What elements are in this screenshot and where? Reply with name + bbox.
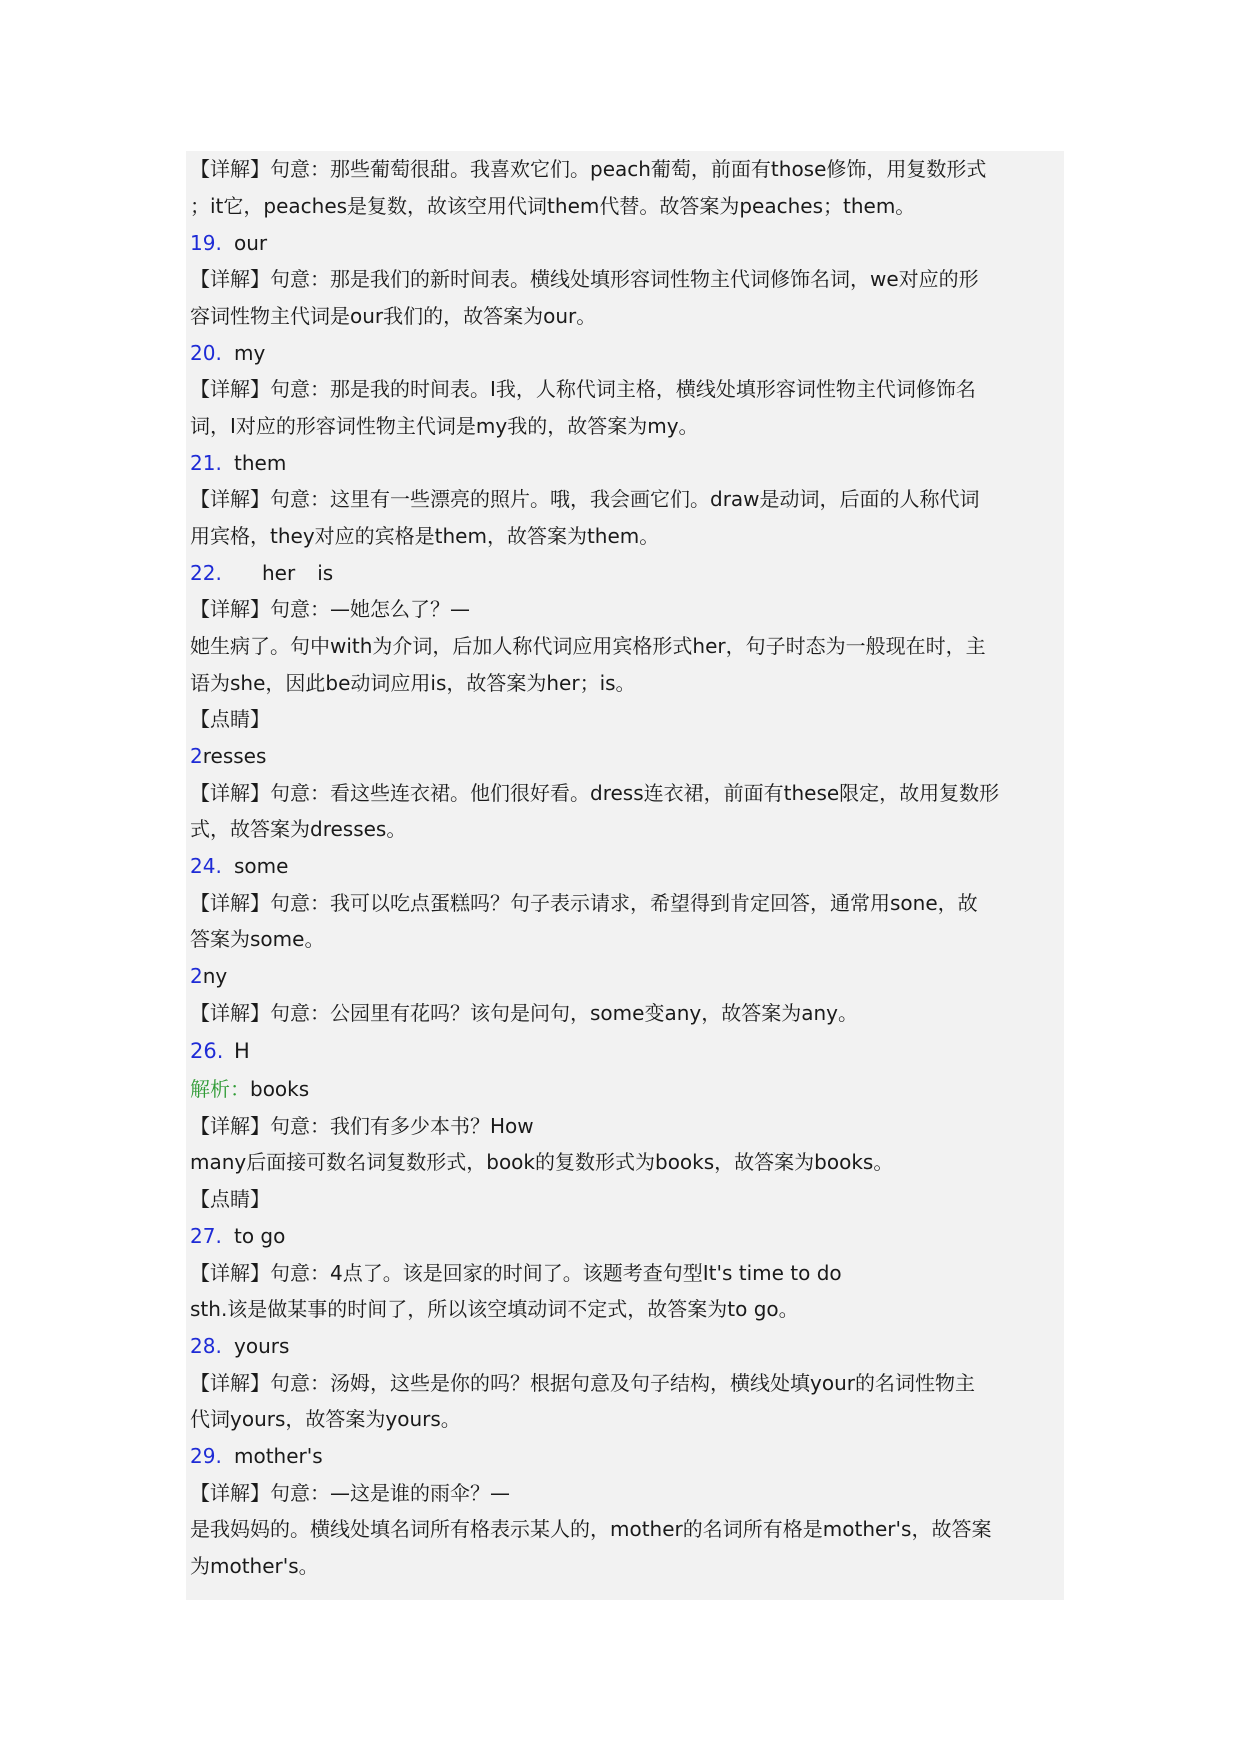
question-answer-line xyxy=(190,848,288,885)
question-number-fragment: 2 xyxy=(190,964,203,988)
answer-text: them xyxy=(234,451,287,475)
answer-text: ny xyxy=(202,964,228,988)
answer-text: books xyxy=(250,1077,310,1101)
explanation-text: 【详解】句意：这里有一些漂亮的照片。哦，我会画它们。draw是动词，后面的人称代词 xyxy=(190,487,980,511)
explanation-text: 【详解】句意：汤姆，这些是你的吗？根据句意及句子结构，横线处填your的名词性物主 xyxy=(190,1371,975,1395)
explanation-text: 为mother's。 xyxy=(190,1554,319,1578)
answer-text: mother's xyxy=(234,1444,323,1468)
explanation-text: 【详解】句意：那些葡萄很甜。我喜欢它们。peach葡萄，前面有those修饰，用复数形式 xyxy=(190,157,987,181)
question-number: 27. xyxy=(190,1224,222,1248)
explanation-line xyxy=(190,408,699,445)
question-answer-line xyxy=(190,738,266,775)
answer-text: H xyxy=(234,1039,250,1063)
explanation-line xyxy=(190,811,406,848)
answer-text: resses xyxy=(202,744,267,768)
explanation-text: 【详解】句意：我们有多少本书？How xyxy=(190,1114,534,1138)
explanation-line xyxy=(190,995,858,1032)
answer-text: my xyxy=(234,341,266,365)
explanation-line xyxy=(190,518,659,555)
heading-text: 【点睛】 xyxy=(190,707,270,731)
question-answer-line xyxy=(190,1218,285,1255)
explanation-line xyxy=(190,1475,510,1512)
explanation-text: 【详解】句意：那是我们的新时间表。横线处填形容词性物主代词修饰名词，we对应的形 xyxy=(190,267,979,291)
question-number: 19. xyxy=(190,231,222,255)
answer-text: yours xyxy=(234,1334,290,1358)
explanation-text: 式，故答案为dresses。 xyxy=(190,817,407,841)
explanation-line xyxy=(190,261,979,298)
question-answer-line xyxy=(190,555,333,592)
answer-text: is xyxy=(317,561,334,585)
question-number: 20. xyxy=(190,341,222,365)
analysis-label: 解析： xyxy=(190,1077,250,1101)
answer-text: some xyxy=(234,854,289,878)
question-number: 29. xyxy=(190,1444,222,1468)
explanation-text: 【详解】句意：我可以吃点蛋糕吗？句子表示请求，希望得到肯定回答，通常用sone，故 xyxy=(190,891,978,915)
question-number: 24. xyxy=(190,854,222,878)
answer-text: to go xyxy=(234,1224,286,1248)
question-number: 21. xyxy=(190,451,222,475)
question-answer-line xyxy=(190,1033,250,1070)
explanation-line xyxy=(190,298,596,335)
question-answer-line xyxy=(190,958,227,995)
question-number: 22. xyxy=(190,561,222,585)
question-answer-line xyxy=(190,1438,323,1475)
question-answer-line xyxy=(190,445,286,482)
analysis-line xyxy=(190,1071,309,1108)
explanation-text: 容词性物主代词是our我们的，故答案为our。 xyxy=(190,304,597,328)
explanation-line xyxy=(190,921,324,958)
explanation-line xyxy=(190,1255,842,1292)
question-number: 26. xyxy=(190,1039,224,1063)
explanation-text: 答案为some。 xyxy=(190,927,325,951)
explanation-line xyxy=(190,371,976,408)
explanation-line xyxy=(190,1108,534,1145)
explanation-text: 【详解】句意：—她怎么了？— xyxy=(190,597,470,621)
explanation-line xyxy=(190,151,986,188)
explanation-text: 【详解】句意：—这是谁的雨伞？— xyxy=(190,1481,510,1505)
question-number: 28. xyxy=(190,1334,222,1358)
explanation-text: 【详解】句意：公园里有花吗？该句是问句，some变any，故答案为any。 xyxy=(190,1001,858,1025)
answer-explanation-panel xyxy=(186,151,1064,1600)
explanation-line xyxy=(190,665,636,702)
explanation-text: 【详解】句意：看这些连衣裙。他们很好看。dress连衣裙，前面有these限定，故用复数形 xyxy=(190,781,1000,805)
explanation-line xyxy=(190,1365,975,1402)
explanation-line xyxy=(190,1511,991,1548)
explanation-text: sth.该是做某事的时间了，所以该空填动词不定式，故答案为to go。 xyxy=(190,1297,799,1321)
heading-text: 【点睛】 xyxy=(190,1187,270,1211)
answer-text: our xyxy=(234,231,268,255)
question-number-fragment: 2 xyxy=(190,744,203,768)
explanation-text: 【详解】句意：4点了。该是回家的时间了。该题考查句型It's time to do xyxy=(190,1261,842,1285)
explanation-line xyxy=(190,775,999,812)
explanation-text: 用宾格，they对应的宾格是them，故答案为them。 xyxy=(190,524,660,548)
explanation-line xyxy=(190,1144,893,1181)
explanation-text: 代词yours，故答案为yours。 xyxy=(190,1407,461,1431)
question-answer-line xyxy=(190,335,265,372)
explanation-text: 她生病了。句中with为介词，后加人称代词应用宾格形式her，句子时态为一般现在时，主 xyxy=(190,634,986,658)
explanation-text: many后面接可数名词复数形式，book的复数形式为books，故答案为books。 xyxy=(190,1150,894,1174)
explanation-line xyxy=(190,628,986,665)
explanation-text: ；it它，peaches是复数，故该空用代词them代替。故答案为peaches；them。 xyxy=(190,194,916,218)
explanation-line xyxy=(190,188,915,225)
explanation-line xyxy=(190,1548,319,1585)
explanation-text: 词，I对应的形容词性物主代词是my我的，故答案为my。 xyxy=(190,414,699,438)
explanation-line xyxy=(190,481,980,518)
answer-text: her xyxy=(262,561,296,585)
explanation-line xyxy=(190,885,978,922)
explanation-text: 语为she，因此be动词应用is，故答案为her；is。 xyxy=(190,671,636,695)
explanation-line xyxy=(190,591,470,628)
explanation-text: 【详解】句意：那是我的时间表。I我，人称代词主格，横线处填形容词性物主代词修饰名 xyxy=(190,377,976,401)
dianjing-heading xyxy=(190,1181,270,1218)
explanation-line xyxy=(190,1291,799,1328)
explanation-text: 是我妈妈的。横线处填名词所有格表示某人的，mother的名词所有格是mother's，故答案 xyxy=(190,1517,992,1541)
dianjing-heading xyxy=(190,701,270,738)
question-answer-line xyxy=(190,225,267,262)
explanation-line xyxy=(190,1401,461,1438)
question-answer-line xyxy=(190,1328,289,1365)
